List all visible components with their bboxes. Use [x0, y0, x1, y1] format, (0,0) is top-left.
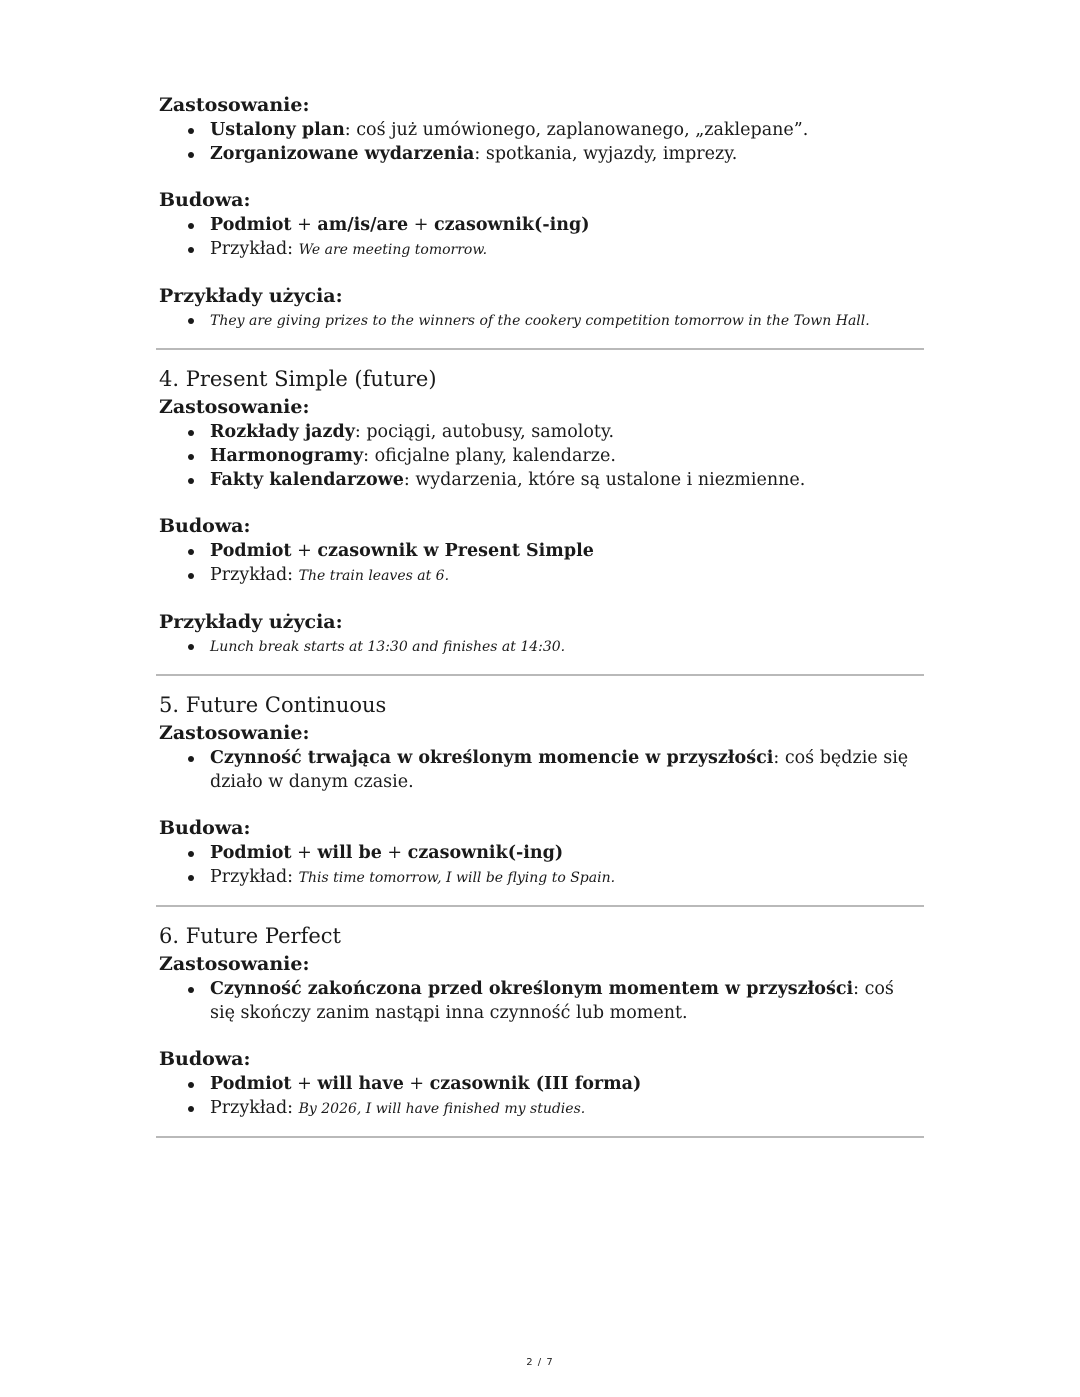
list-item: Ustalony plan: coś już umówionego, zaplanowanego, „zaklepane”. — [159, 118, 923, 142]
usage-list — [159, 118, 923, 166]
structure-list — [159, 213, 923, 262]
formula-item: Podmiot + am/is/are + czasownik(-ing) — [159, 213, 923, 237]
list-item: Czynność trwająca w określonym momencie w przyszłości: coś będzie się działo w danym czasie. — [159, 746, 923, 794]
example-item: Przykład: The train leaves at 6. — [159, 563, 923, 588]
section-title: 4. Present Simple (future) — [159, 367, 437, 391]
usage-list — [159, 977, 923, 1025]
structure-list — [159, 1072, 923, 1121]
example-item: Przykład: By 2026, I will have finished my studies. — [159, 1096, 923, 1121]
structure-heading: Budowa: — [159, 817, 251, 839]
usage-list — [159, 746, 923, 794]
usage-heading: Zastosowanie: — [159, 722, 310, 744]
list-item: Harmonogramy: oficjalne plany, kalendarze. — [159, 444, 923, 468]
list-item: Zorganizowane wydarzenia: spotkania, wyjazdy, imprezy. — [159, 142, 923, 166]
divider — [156, 905, 924, 907]
document-body — [159, 92, 923, 1138]
list-item: They are giving prizes to the winners of the cookery competition tomorrow in the Town Hall. — [159, 309, 923, 333]
formula-item: Podmiot + will have + czasownik (III forma) — [159, 1072, 923, 1096]
example-item: Przykład: We are meeting tomorrow. — [159, 237, 923, 262]
example-item: Przykład: This time tomorrow, I will be flying to Spain. — [159, 865, 923, 890]
page-number: 2 / 7 — [526, 1357, 554, 1368]
examples-heading: Przykłady użycia: — [159, 611, 343, 633]
usage-heading: Zastosowanie: — [159, 396, 310, 418]
formula-item: Podmiot + czasownik w Present Simple — [159, 539, 923, 563]
structure-heading: Budowa: — [159, 1048, 251, 1070]
list-item: Czynność zakończona przed określonym momentem w przyszłości: coś się skończy zanim nastąpi inna czynność lub moment. — [159, 977, 923, 1025]
section-title: 5. Future Continuous — [159, 693, 387, 717]
structure-heading: Budowa: — [159, 515, 251, 537]
usage-heading: Zastosowanie: — [159, 953, 310, 975]
structure-heading: Budowa: — [159, 189, 251, 211]
section-title: 6. Future Perfect — [159, 924, 341, 948]
usage-heading: Zastosowanie: — [159, 94, 310, 116]
usage-list — [159, 420, 923, 492]
structure-list — [159, 841, 923, 890]
list-item: Fakty kalendarzowe: wydarzenia, które są ustalone i niezmienne. — [159, 468, 923, 492]
examples-list — [159, 635, 923, 659]
structure-list — [159, 539, 923, 588]
list-item: Rozkłady jazdy: pociągi, autobusy, samoloty. — [159, 420, 923, 444]
examples-heading: Przykłady użycia: — [159, 285, 343, 307]
divider — [156, 348, 924, 350]
divider — [156, 1136, 924, 1138]
divider — [156, 674, 924, 676]
list-item: Lunch break starts at 13:30 and finishes at 14:30. — [159, 635, 923, 659]
formula-item: Podmiot + will be + czasownik(-ing) — [159, 841, 923, 865]
examples-list — [159, 309, 923, 333]
